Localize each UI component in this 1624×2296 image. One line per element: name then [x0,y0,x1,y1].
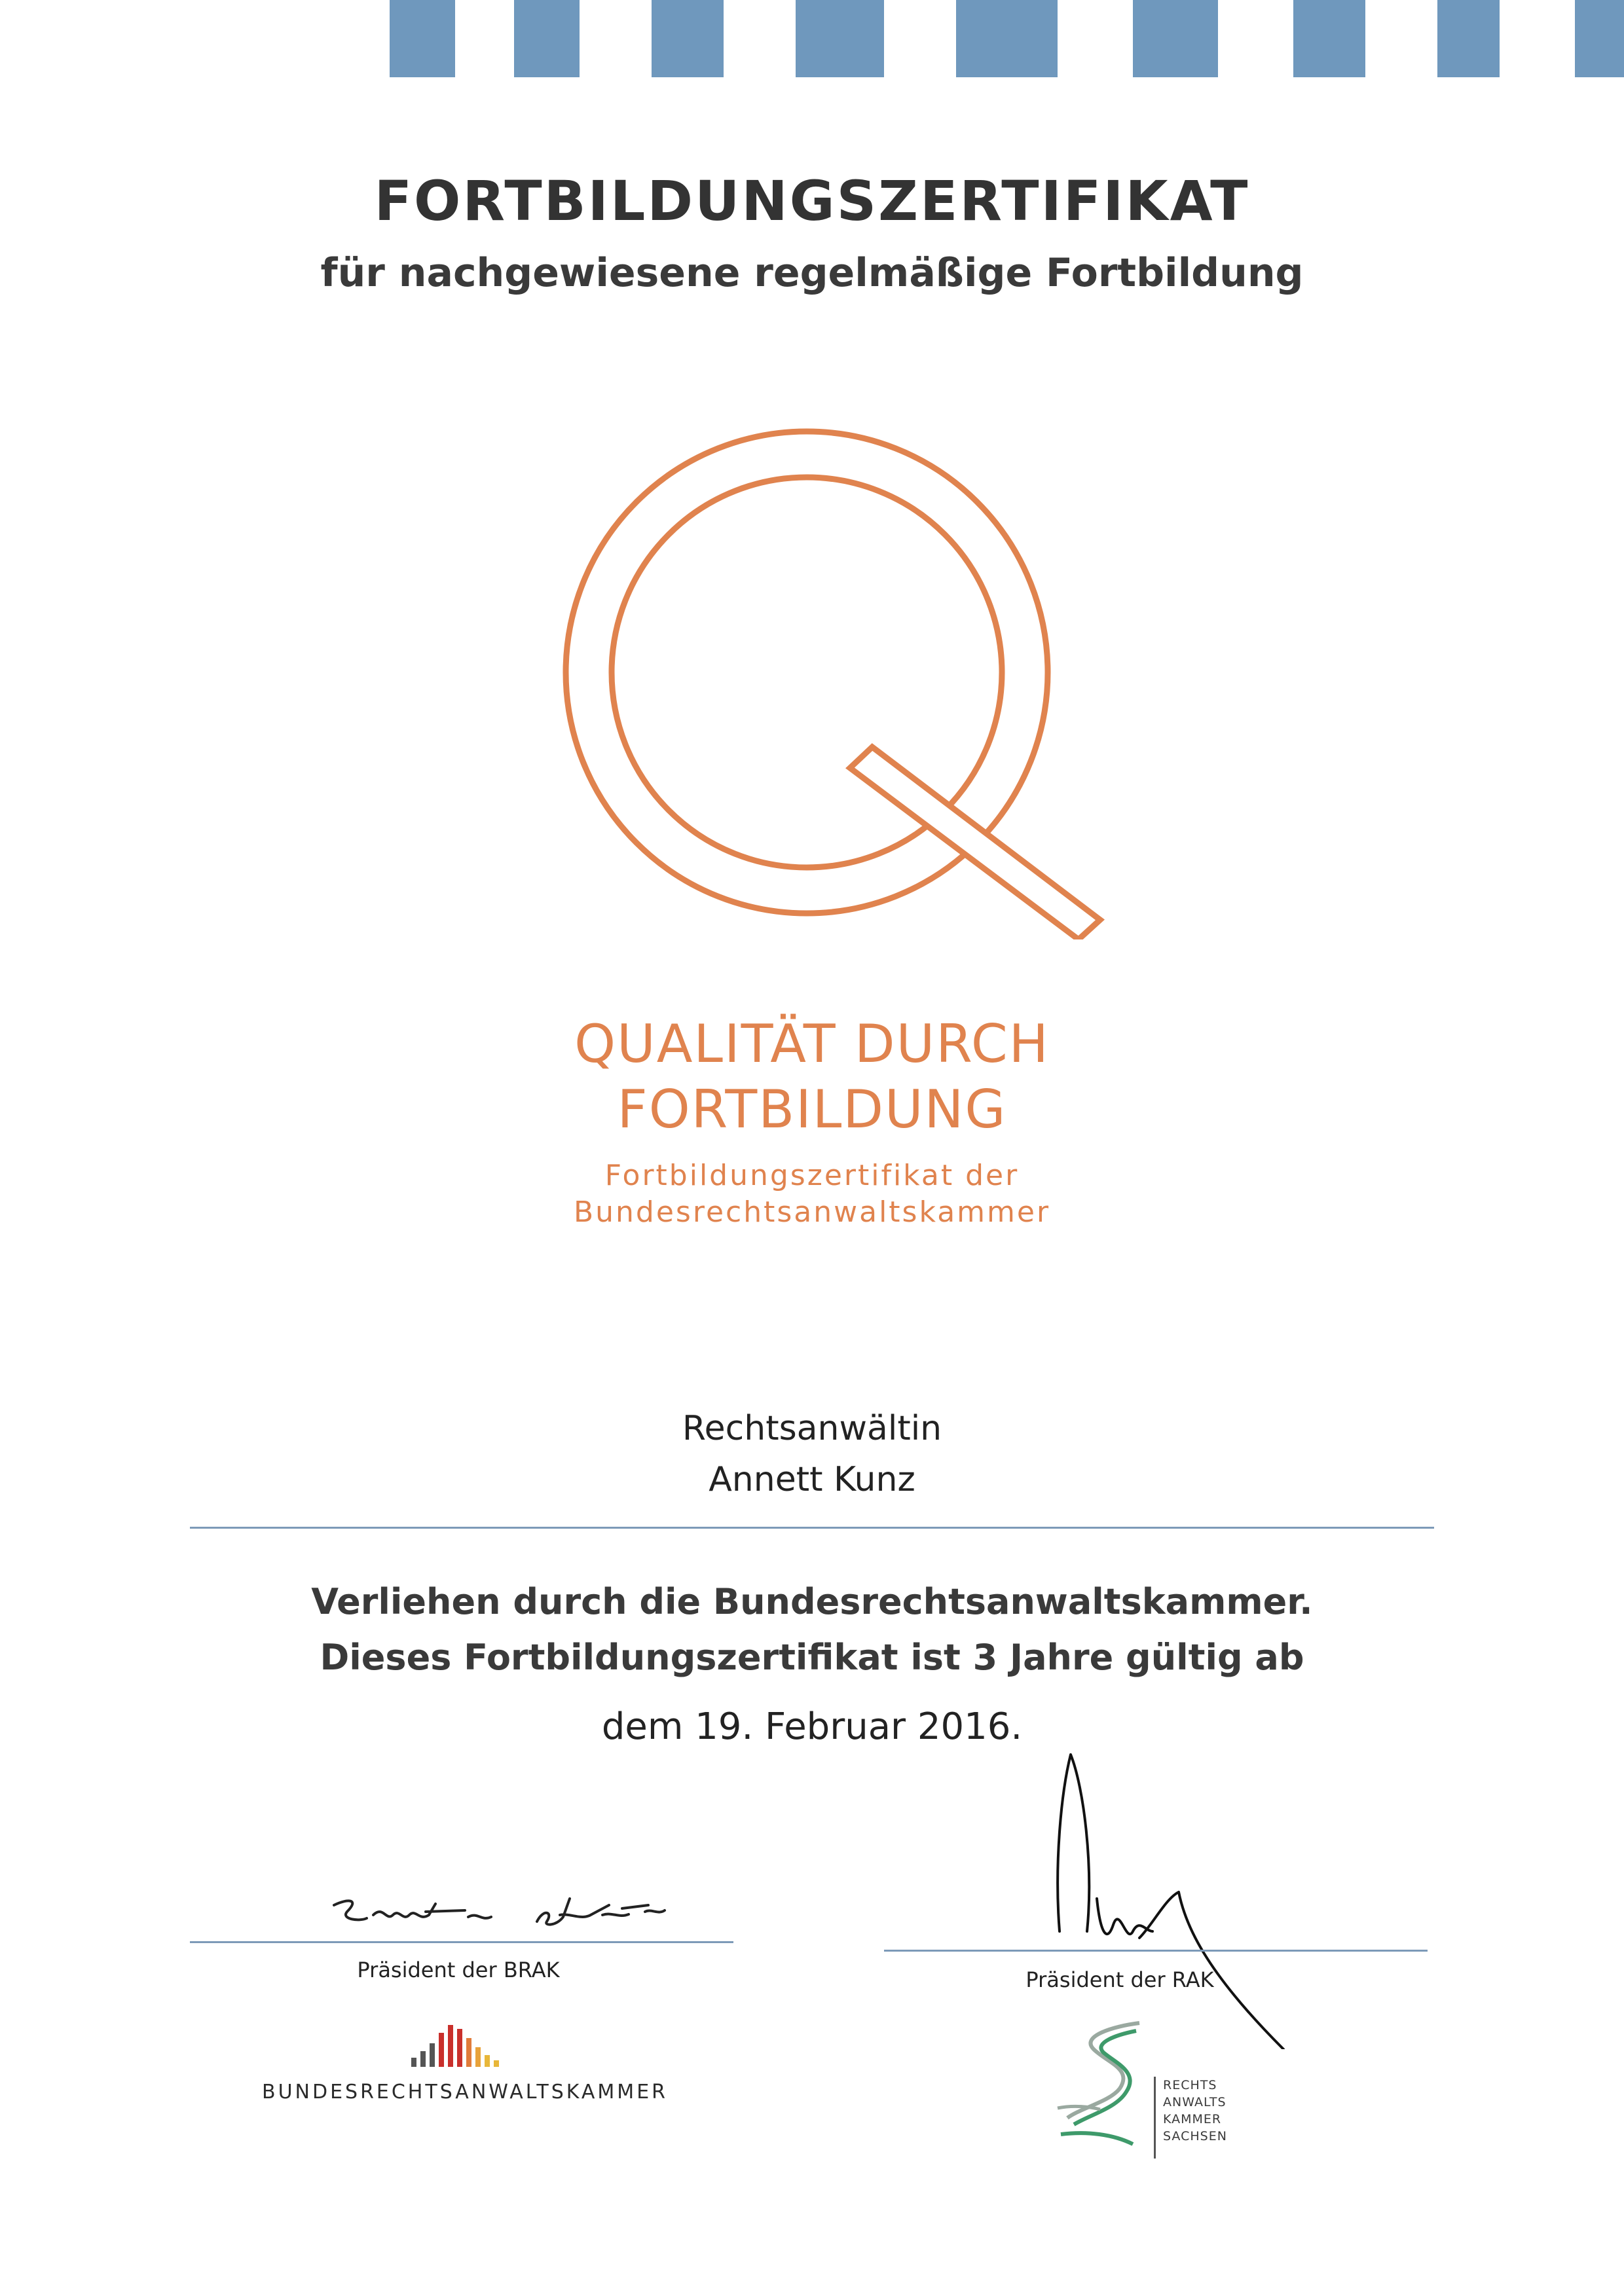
recipient-name: Annett Kunz [709,1460,915,1499]
valid-from-date: dem 19. Februar 2016. [601,1705,1023,1748]
brak-president-label: Präsident der BRAK [357,1958,560,1982]
certificate-title: FORTBILDUNGSZERTIFIKAT [374,169,1250,233]
signature-line-left [190,1941,733,1943]
rak-word: RECHTS [1163,2078,1217,2092]
header-block [514,0,580,77]
divider-line [190,1527,1434,1529]
header-block [1133,0,1218,77]
rak-divider [1154,2077,1156,2159]
header-block [1575,0,1624,77]
rak-word: SACHSEN [1163,2129,1227,2143]
header-block [652,0,724,77]
signature-rak-president [1035,1735,1310,2049]
rak-word: KAMMER [1163,2112,1222,2126]
header-block [796,0,884,77]
header-block [1437,0,1500,77]
certificate-subtitle: für nachgewiesene regelmäßige Fortbildung [320,250,1304,296]
signature-brak-president [321,1886,688,1944]
rak-word: ANWALTS [1163,2095,1227,2109]
header-block [390,0,455,77]
header-block [1293,0,1365,77]
top-decorative-bar [0,0,1624,77]
rak-president-label: Präsident der RAK [1025,1967,1214,1992]
validity-statement: Dieses Fortbildungszertifikat ist 3 Jahre gültig ab [320,1637,1304,1678]
brand-headline-line1: QUALITÄT DURCH [574,1013,1050,1074]
q-quality-logo [537,416,1120,939]
brak-wordmark: BUNDESRECHTSANWALTSKAMMER [261,2081,668,2104]
signature-line-right [884,1950,1428,1952]
award-statement: Verliehen durch die Bundesrechtsanwaltskammer. [311,1581,1313,1622]
brak-bars-icon [410,2020,515,2072]
rak-wordmark [1163,2077,1255,2145]
rak-sachsen-emblem [1054,2010,1159,2154]
header-block [956,0,1058,77]
brand-subline-1: Fortbildungszertifikat der [604,1159,1020,1192]
brand-headline-line2: FORTBILDUNG [617,1079,1007,1140]
recipient-title: Rechtsanwältin [682,1409,942,1448]
brand-subline-2: Bundesrechtsanwaltskammer [573,1195,1051,1229]
